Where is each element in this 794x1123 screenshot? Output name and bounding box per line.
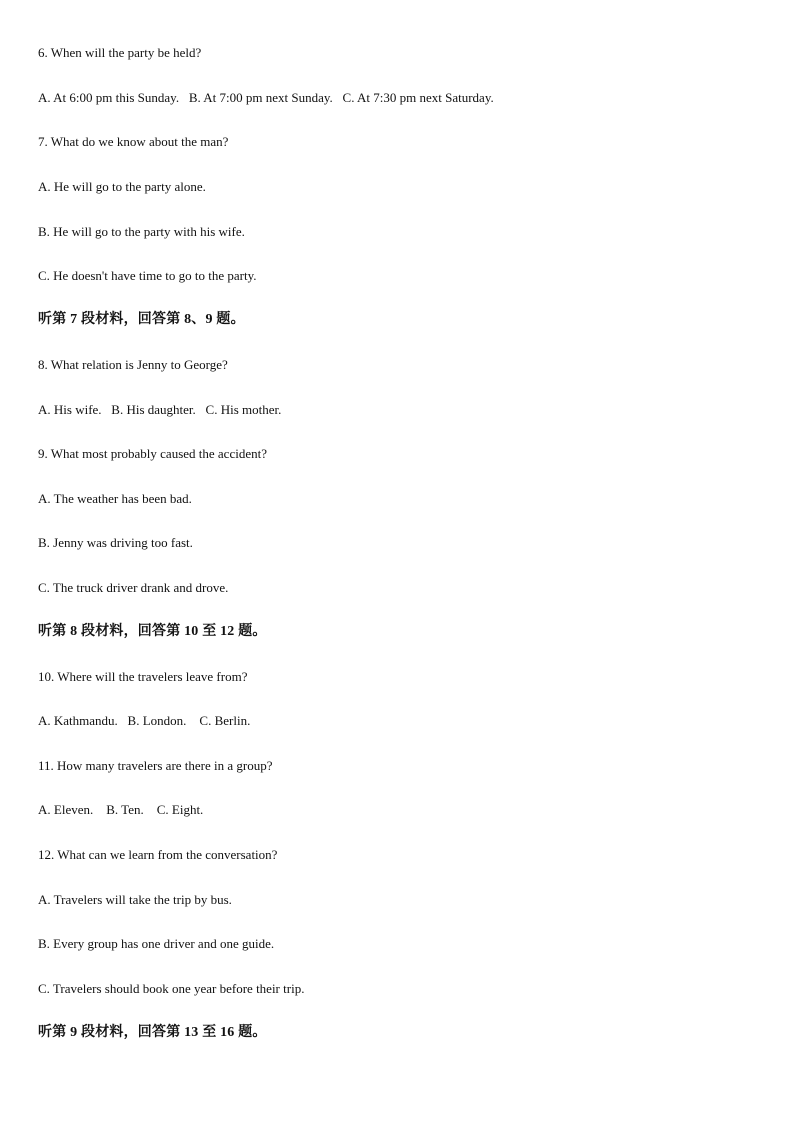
question-6-options: A. At 6:00 pm this Sunday. B. At 7:00 pm next Sunday. C. At 7:30 pm next Saturday. [38, 90, 494, 105]
question-9: 9. What most probably caused the accident? [38, 446, 267, 461]
question-7: 7. What do we know about the man? [38, 134, 229, 149]
question-6: 6. When will the party be held? [38, 45, 202, 60]
question-9-option-c: C. The truck driver drank and drove. [38, 580, 229, 595]
question-12: 12. What can we learn from the conversation? [38, 847, 278, 862]
section-heading-7: 听第 7 段材料，回答第 8、9 题。 [38, 312, 245, 327]
section-heading-8: 听第 8 段材料，回答第 10 至 12 题。 [38, 624, 267, 639]
question-11-options: A. Eleven. B. Ten. C. Eight. [38, 802, 204, 817]
section-heading-9: 听第 9 段材料，回答第 13 至 16 题。 [38, 1025, 267, 1040]
question-9-option-a: A. The weather has been bad. [38, 491, 192, 506]
question-12-option-a: A. Travelers will take the trip by bus. [38, 892, 232, 907]
question-11: 11. How many travelers are there in a group? [38, 758, 273, 773]
question-7-option-c: C. He doesn't have time to go to the party. [38, 268, 257, 283]
question-7-option-a: A. He will go to the party alone. [38, 179, 206, 194]
question-10-options: A. Kathmandu. B. London. C. Berlin. [38, 713, 251, 728]
question-7-option-b: B. He will go to the party with his wife. [38, 224, 245, 239]
question-10: 10. Where will the travelers leave from? [38, 669, 248, 684]
question-9-option-b: B. Jenny was driving too fast. [38, 535, 193, 550]
question-12-option-c: C. Travelers should book one year before their trip. [38, 981, 305, 996]
question-8-options: A. His wife. B. His daughter. C. His mother. [38, 402, 282, 417]
question-12-option-b: B. Every group has one driver and one guide. [38, 936, 275, 951]
question-8: 8. What relation is Jenny to George? [38, 357, 228, 372]
